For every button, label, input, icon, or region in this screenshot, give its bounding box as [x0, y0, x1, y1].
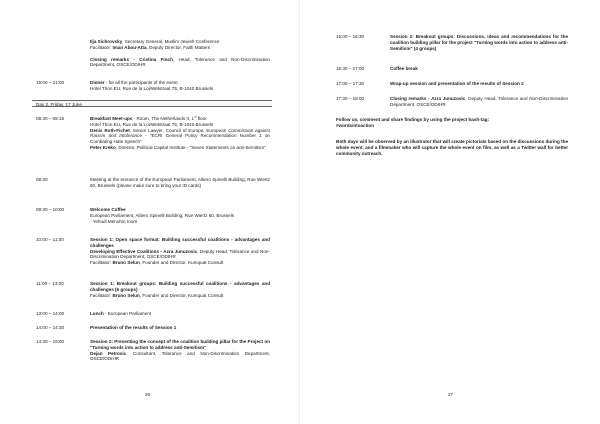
agenda-time: 09:30 – 10:00 [36, 207, 65, 212]
speaker-label: Developing Effective Coalitions - Azra Junuzovic [90, 248, 198, 254]
illustrator-text: Both days will be observed by an illustrator that will create pictorials based on the discussions during the whole event, and a filmmaker who will capture the whole event on film, as well as a Twitter wall for better community outreach. [336, 139, 568, 156]
facilitator-name: Bruno Selun [112, 260, 140, 266]
hashtag-text: Follow us, comment and share findings by using the project hash-tag: [336, 117, 490, 122]
facilitator-prefix: Facilitator: [90, 292, 113, 298]
agenda-title: Session 1: Open space format: Building successful coalitions - advantages and challenges [90, 237, 270, 248]
agenda-room: - Yehudi Menuhin room [90, 218, 138, 224]
facilitator-prefix: Facilitator: [90, 260, 113, 266]
agenda-time: 08:30 – 09:15 [36, 116, 65, 121]
agenda-room: - Room, The Netherlands II, 1 [132, 116, 195, 121]
agenda-title: Closing remarks - Azra Junuzovic [390, 96, 466, 101]
speaker-role: , Deputy Head, Tolerance and Non-Discrimination Department, OSCE/ODIHR [90, 248, 270, 260]
agenda-time: 13:00 – 14:00 [36, 311, 65, 316]
hashtag: #wordsintoaction [336, 122, 375, 128]
page-number: 27 [448, 392, 454, 397]
day-2-header: Day 2, Friday, 17 June [32, 100, 272, 107]
agenda-time: 10:00 – 11:00 [36, 237, 64, 242]
agenda-venue: European Parliament, Altiero Spinelli Building, Rue Wiertz 60, Brussels [90, 212, 235, 218]
agenda-time: 09:30 [36, 177, 48, 182]
hashtag-note [336, 117, 568, 129]
agenda-title: Session 2: Breakout groups: Discussions, ideas and recommendations for the coalition building pillar for the project "Turning words into action to address anti-Semitism" (4 groups) [390, 34, 568, 51]
facilitator-role: , Founder and Director, Kumquat Consult [139, 292, 224, 298]
speaker-name: Ilja Sichrovsky [90, 39, 123, 44]
agenda-title: Lunch [90, 311, 104, 316]
agenda-title: Wrap-up session and presentation of the results of Session 2 [390, 81, 524, 86]
agenda-time: 17:00 – 17:30 [336, 81, 365, 86]
agenda-time: 16:30 – 17:00 [336, 66, 365, 71]
closing-remarks-detail: , Head, Tolerance and Non-Discrimination Department, OSCE/ODIHR [90, 56, 270, 68]
floor-superscript: st [194, 114, 197, 119]
agenda-time: 14:30 – 15:00 [36, 339, 65, 344]
agenda-title: Coffee break [390, 66, 418, 71]
agenda-time: 14:00 – 14:30 [36, 325, 65, 330]
speaker-role: , Secretary General, Muslim Jewish Conference [122, 39, 220, 44]
speaker-role: , Deputy Head, Tolerance and Non-Discrimination Department, OSCE/ODIHR [390, 96, 568, 107]
presenter-name: Peter Kreko [90, 144, 116, 150]
presenter-topic: - "ECRI General Policy Recommendation Number 1 on Combating Hate Speech" [90, 133, 270, 145]
illustrator-note [336, 139, 568, 156]
agenda-desc: Meeting at the entrance of the European Parliament, Altiero Spinelli Building, Rue Wiertz 60, Brussels (please make sure to bring your ID cards) [90, 177, 270, 188]
page-number: 26 [145, 392, 151, 397]
speaker-role: , Consultant, Tolerance and Non-Discrimination Department, OSCE/ODIHR [90, 350, 270, 362]
facilitator-name: Iman Abou-Atta [112, 44, 147, 50]
agenda-title: Presentation of the results of Session 1 [90, 325, 177, 330]
floor-word: floor [196, 116, 207, 121]
presenter-topic: , Director, Political Capital Institute - "Seven Statements on anti-Semitism" [115, 144, 266, 150]
agenda-time: 15:00 – 16:30 [336, 34, 365, 39]
agenda-title: Welcome Coffee [90, 207, 126, 212]
agenda-desc: - for all the participants of the event [104, 80, 178, 85]
agenda-title: Session 1: Breakout groups: Building successful coalitions - advantages and challenges (6 groups) [90, 281, 270, 292]
agenda-venue: Hotel Thon EU, Rue de la Loi/Wetstraat 75, B-1040 Brussels [90, 121, 214, 127]
agenda-time: 19:00 – 21:00 [36, 80, 65, 85]
agenda-time: 17:30 – 18:00 [336, 96, 365, 101]
agenda-title: Breakfast Meet-ups [90, 116, 133, 121]
presenter-name: Denis Roth-Fichet [90, 127, 130, 133]
agenda-venue: Hotel Thon EU, Rue de la Loi/Wetstraat 75, B-1040 Brussels [90, 85, 214, 91]
speaker-name: Dejan Petrovic [90, 350, 127, 356]
presenter-role: , Senior Lawyer, Council of Europe, European [129, 127, 227, 133]
agenda-time: 11:00 – 13:00 [36, 281, 64, 286]
presenter-org: Commission against Racism and Intolerance [90, 127, 270, 139]
agenda-desc: - European Parliament [103, 311, 152, 316]
facilitator-name: Bruno Selun [112, 292, 140, 298]
facilitator-prefix: Facilitator: [90, 44, 113, 50]
facilitator-role: , Founder and Director, Kumquat Consult [139, 260, 224, 266]
closing-remarks-label: Closing remarks - Cristina Finch [90, 56, 173, 62]
agenda-title: Session 2: Presenting the concept of the coalition building pillar for the Project on "Turning words into action to address anti-Semitism" [90, 339, 270, 350]
agenda-title: Dinner [90, 80, 105, 85]
page-27 [300, 0, 600, 424]
facilitator-role: , Deputy Director, Faith Matters [146, 44, 211, 50]
